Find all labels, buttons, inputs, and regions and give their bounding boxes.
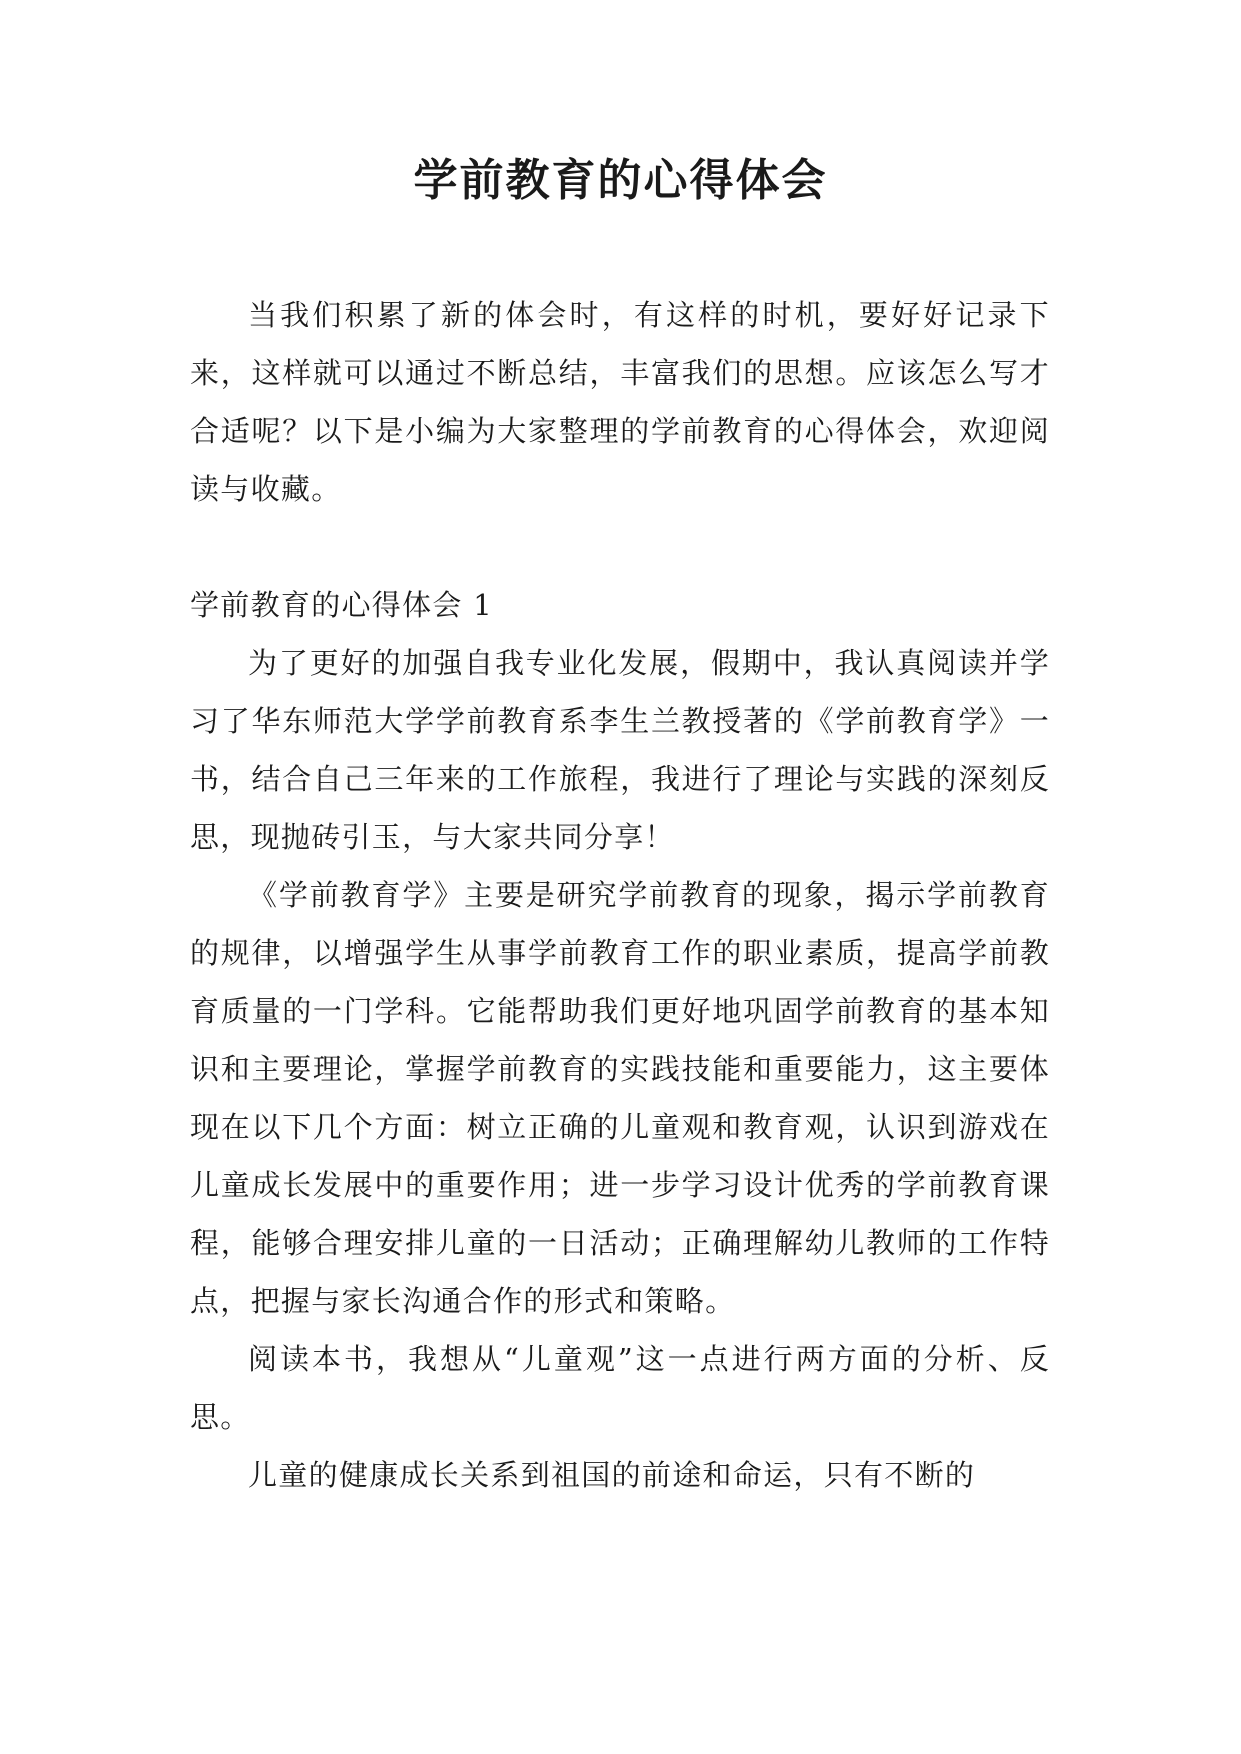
- document-body: [190, 286, 1050, 1504]
- intro-paragraph: 当我们积累了新的体会时，有这样的时机，要好好记录下来，这样就可以通过不断总结，丰富我们的思想。应该怎么写才合适呢？以下是小编为大家整理的学前教育的心得体会，欢迎阅读与收藏。: [190, 298, 1050, 506]
- body-paragraph: 为了更好的加强自我专业化发展，假期中，我认真阅读并学习了华东师范大学学前教育系李生兰教授著的《学前教育学》一书，结合自己三年来的工作旅程，我进行了理论与实践的深刻反思，现抛砖引玉，与大家共同分享！: [190, 646, 1050, 854]
- section-heading: 学前教育的心得体会 1: [190, 588, 493, 622]
- body-paragraph: 《学前教育学》主要是研究学前教育的现象，揭示学前教育的规律，以增强学生从事学前教育工作的职业素质，提高学前教育质量的一门学科。它能帮助我们更好地巩固学前教育的基本知识和主要理论，掌握学前教育的实践技能和重要能力，这主要体现在以下几个方面：树立正确的儿童观和教育观，认识到游戏在儿童成长发展中的重要作用；进一步学习设计优秀的学前教育课程，能够合理安排儿童的一日活动；正确理解幼儿教师的工作特点，把握与家长沟通合作的形式和策略。: [190, 878, 1050, 1318]
- document-title: 学前教育的心得体会: [413, 155, 828, 206]
- body-paragraph: 阅读本书，我想从“儿童观”这一点进行两方面的分析、反思。: [190, 1342, 1050, 1434]
- body-paragraph: 儿童的健康成长关系到祖国的前途和命运，只有不断的: [248, 1458, 976, 1492]
